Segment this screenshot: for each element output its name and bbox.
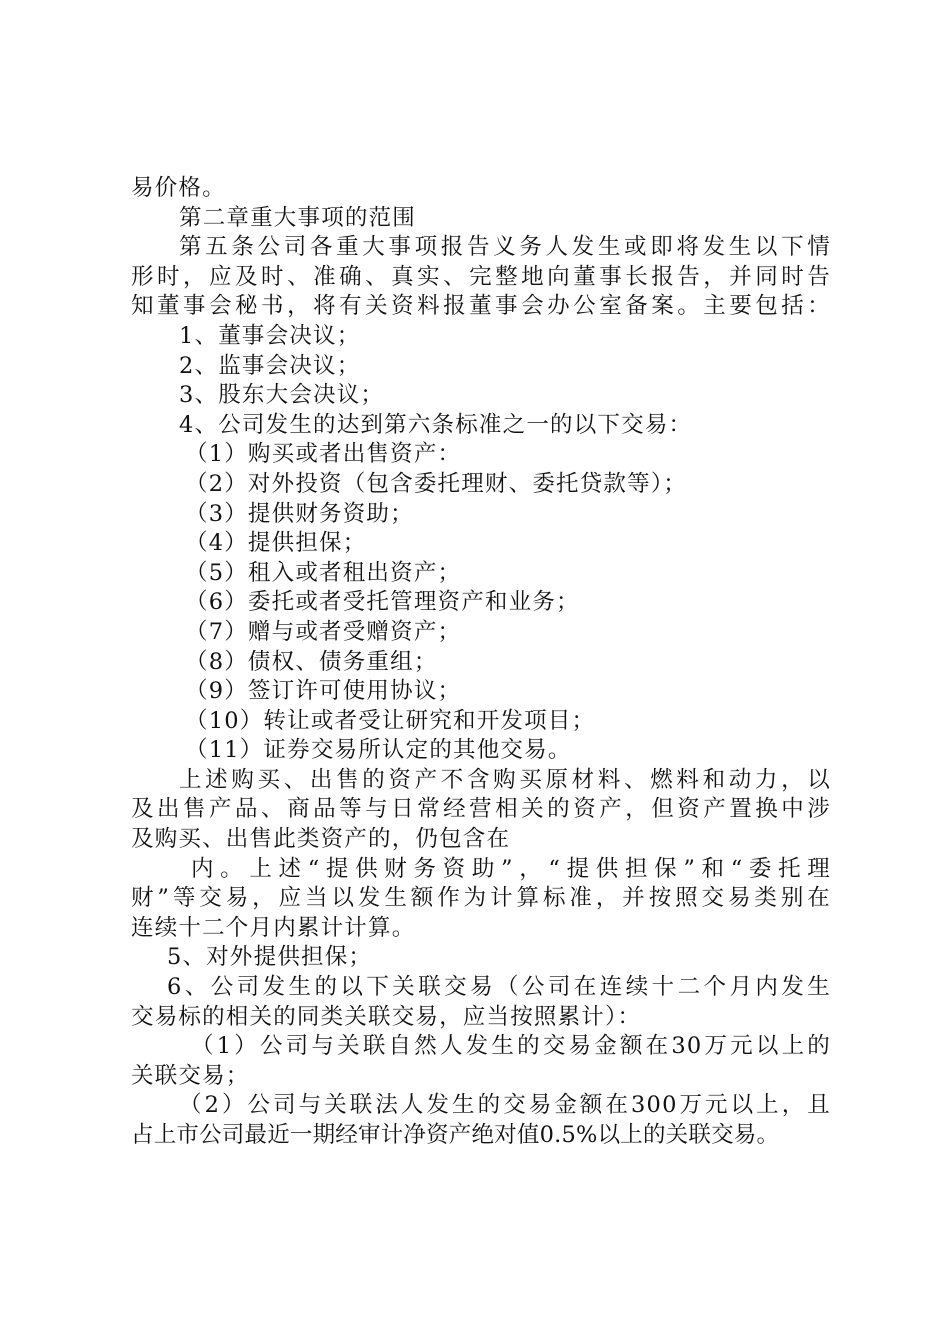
sub-list-item: （4）提供担保； <box>185 530 367 557</box>
sub-list-item: （2）公司与关联法人发生的交易金额在300万元以上，且 <box>179 1092 831 1119</box>
text-line: 及购买、出售此类资产的，仍包含在 <box>131 826 511 853</box>
sub-list-item: （9）签订许可使用协议； <box>185 678 462 705</box>
text-line: 内。上述“提供财务资助”，“提供担保”和“委托理 <box>191 855 831 882</box>
document-body <box>131 174 831 1151</box>
text-line: 上述购买、出售的资产不含购买原材料、燃料和动力，以 <box>179 766 831 793</box>
text-line: 第五条公司各重大事项报告义务人发生或即将发生以下情 <box>179 234 831 261</box>
sub-list-item: （11）证券交易所认定的其他交易。 <box>185 737 572 764</box>
sub-list-item: （10）转让或者受让研究和开发项目； <box>185 707 596 734</box>
text-line: 关联交易； <box>131 1062 250 1089</box>
sub-list-item: （1）公司与关联自然人发生的交易金额在30万元以上的 <box>191 1033 831 1060</box>
text-line: 占上市公司最近一期经审计净资产绝对值0.5%以上的关联交易。 <box>131 1122 780 1148</box>
text-line: 连续十二个月内累计计算。 <box>131 914 416 941</box>
text-line: 及出售产品、商品等与日常经营相关的资产，但资产置换中涉 <box>131 796 831 823</box>
sub-list-item: （2）对外投资（包含委托理财、委托贷款等）； <box>185 470 687 497</box>
sub-list-item: （8）债权、债务重组； <box>185 648 438 675</box>
list-item: 4、公司发生的达到第六条标准之一的以下交易： <box>179 411 693 438</box>
sub-list-item: （1）购买或者出售资产： <box>185 441 462 468</box>
text-line: 交易标的相关的同类关联交易，应当按照累计）： <box>131 1003 642 1030</box>
sub-list-item: （5）租入或者租出资产； <box>185 559 462 586</box>
text-line: 知董事会秘书，将有关资料报董事会办公室备案。主要包括： <box>131 293 831 320</box>
text-line: 形时，应及时、准确、真实、完整地向董事长报告，并同时告 <box>131 263 831 290</box>
list-item: 6、公司发生的以下关联交易（公司在连续十二个月内发生 <box>167 974 831 1001</box>
sub-list-item: （3）提供财务资助； <box>185 500 414 527</box>
text-line: 易价格。 <box>131 175 226 201</box>
list-item: 2、监事会决议； <box>179 352 361 379</box>
sub-list-item: （7）赠与或者受赠资产； <box>185 618 462 645</box>
list-item: 5、对外提供担保； <box>167 944 373 971</box>
text-line: 财”等交易，应当以发生额作为计算标准，并按照交易类别在 <box>131 885 831 912</box>
chapter-heading: 第二章重大事项的范围 <box>179 204 417 231</box>
list-item: 3、股东大会决议； <box>179 382 385 409</box>
sub-list-item: （6）委托或者受托管理资产和业务； <box>185 589 580 616</box>
list-item: 1、董事会决议； <box>179 322 361 349</box>
